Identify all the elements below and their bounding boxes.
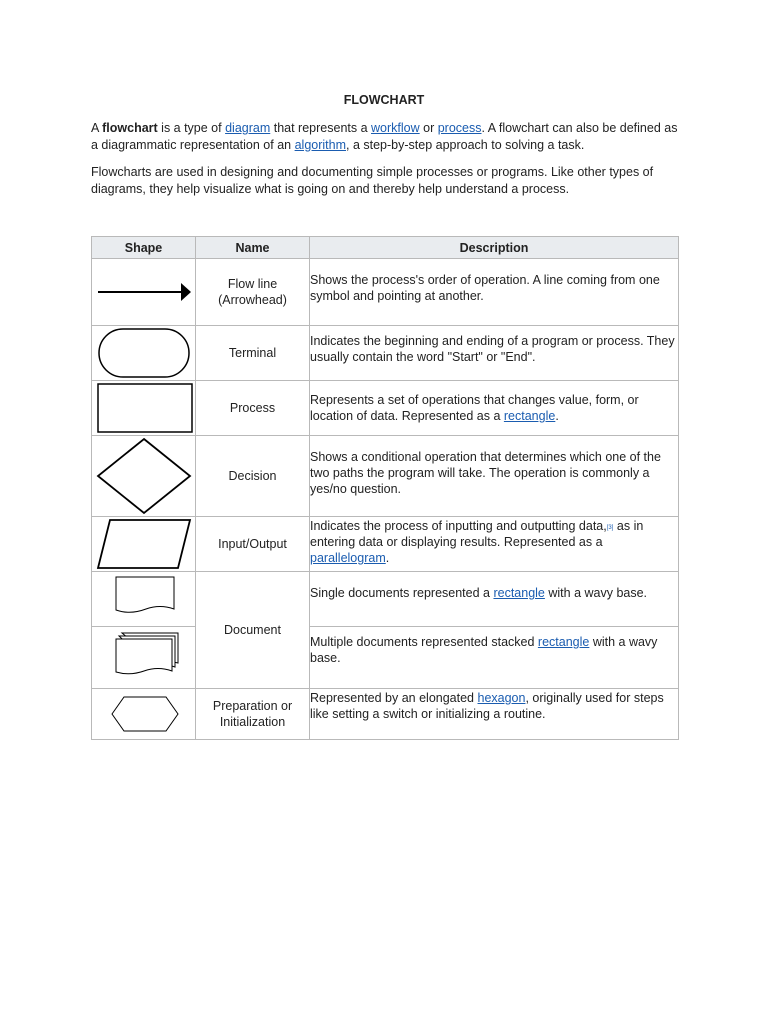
intro-text: , a step-by-step approach to solving a task. [346, 137, 585, 152]
description-cell: Shows the process's order of operation. A line coming from one symbol and pointing at another. [310, 259, 679, 326]
rectangle-link[interactable]: rectangle [503, 409, 556, 423]
page-title: FLOWCHART [343, 93, 425, 107]
intro-paragraph-1 [91, 120, 681, 153]
process-link[interactable]: process [437, 121, 482, 135]
multi-document-icon [94, 629, 194, 687]
table-row [92, 627, 679, 689]
intro-text: or [419, 121, 438, 135]
table-row [92, 381, 679, 436]
description-cell [310, 627, 679, 689]
description-text: . [385, 551, 390, 565]
intro-text: that represents a [270, 121, 372, 135]
intro-bold-term: flowchart [102, 121, 158, 135]
description-text: Single documents represented a [310, 586, 494, 600]
description-text: Represented by an elongated [310, 691, 478, 705]
intro-paragraph-2: Flowcharts are used in designing and documenting simple processes or programs. Like other types of diagrams, they help visualize what is going on and thereby help understand a process. [91, 165, 654, 196]
flowchart-symbols-table [91, 236, 679, 740]
name-cell: Flow line (Arrowhead) [196, 259, 310, 326]
workflow-link[interactable]: workflow [371, 121, 420, 135]
description-cell [310, 572, 679, 627]
description-cell: Shows a conditional operation that determines which one of the two paths the program will take. The operation is commonly a yes/no question. [310, 436, 679, 517]
intro-text: . A flowchart can also be defined as a diagrammatic representation of an [91, 121, 678, 152]
citation-reference[interactable]: [3] [606, 525, 614, 531]
table-row [92, 572, 679, 627]
hexagon-link[interactable]: hexagon [477, 691, 526, 705]
description-text: with a wavy base. [310, 635, 658, 665]
description-cell [310, 381, 679, 436]
table-row [92, 326, 679, 381]
rectangle-link[interactable]: rectangle [537, 635, 590, 649]
table-row [92, 689, 679, 740]
header-shape: Shape [92, 237, 196, 259]
document-icon [94, 573, 194, 625]
intro-text: A [91, 121, 103, 135]
arrow-icon [94, 277, 194, 307]
decision-icon [94, 437, 194, 515]
shape-cell [92, 627, 196, 689]
shape-cell [92, 689, 196, 740]
shape-cell [92, 436, 196, 517]
description-text: as in entering data or displaying results. Represented as a [310, 519, 644, 549]
description-cell [310, 689, 679, 740]
intro-text: is a type of [157, 121, 226, 135]
description-text: , originally used for steps like setting a switch or initializing a routine. [310, 691, 664, 721]
name-cell: Process [196, 381, 310, 436]
description-text: with a wavy base. [544, 586, 648, 600]
description-cell [310, 517, 679, 572]
description-text: Represents a set of operations that changes value, form, or location of data. Represented as a [310, 393, 639, 423]
description-cell: Indicates the beginning and ending of a program or process. They usually contain the word "Start" or "End". [310, 326, 679, 381]
shape-cell [92, 381, 196, 436]
input-output-icon [94, 518, 194, 570]
name-cell: Decision [196, 436, 310, 517]
algorithm-link[interactable]: algorithm [294, 137, 347, 152]
table-row [92, 436, 679, 517]
description-text: Indicates the process of inputting and outputting data, [310, 519, 607, 533]
shape-cell [92, 259, 196, 326]
table-header-row [92, 237, 679, 259]
hexagon-icon [94, 692, 194, 736]
shape-cell [92, 326, 196, 381]
name-cell: Preparation or Initialization [196, 689, 310, 740]
header-name: Name [196, 237, 310, 259]
name-cell: Input/Output [196, 517, 310, 572]
name-cell: Document [196, 572, 310, 689]
table-row [92, 259, 679, 326]
process-icon [94, 382, 194, 434]
description-text: Multiple documents represented stacked [310, 635, 538, 649]
header-description: Description [310, 237, 679, 259]
shape-cell [92, 517, 196, 572]
shape-cell [92, 572, 196, 627]
name-cell: Terminal [196, 326, 310, 381]
table-row [92, 517, 679, 572]
terminal-icon [94, 327, 194, 379]
diagram-link[interactable]: diagram [225, 121, 271, 135]
rectangle-link[interactable]: rectangle [493, 586, 545, 600]
parallelogram-link[interactable]: parallelogram [310, 551, 386, 565]
description-text: . [555, 409, 559, 423]
